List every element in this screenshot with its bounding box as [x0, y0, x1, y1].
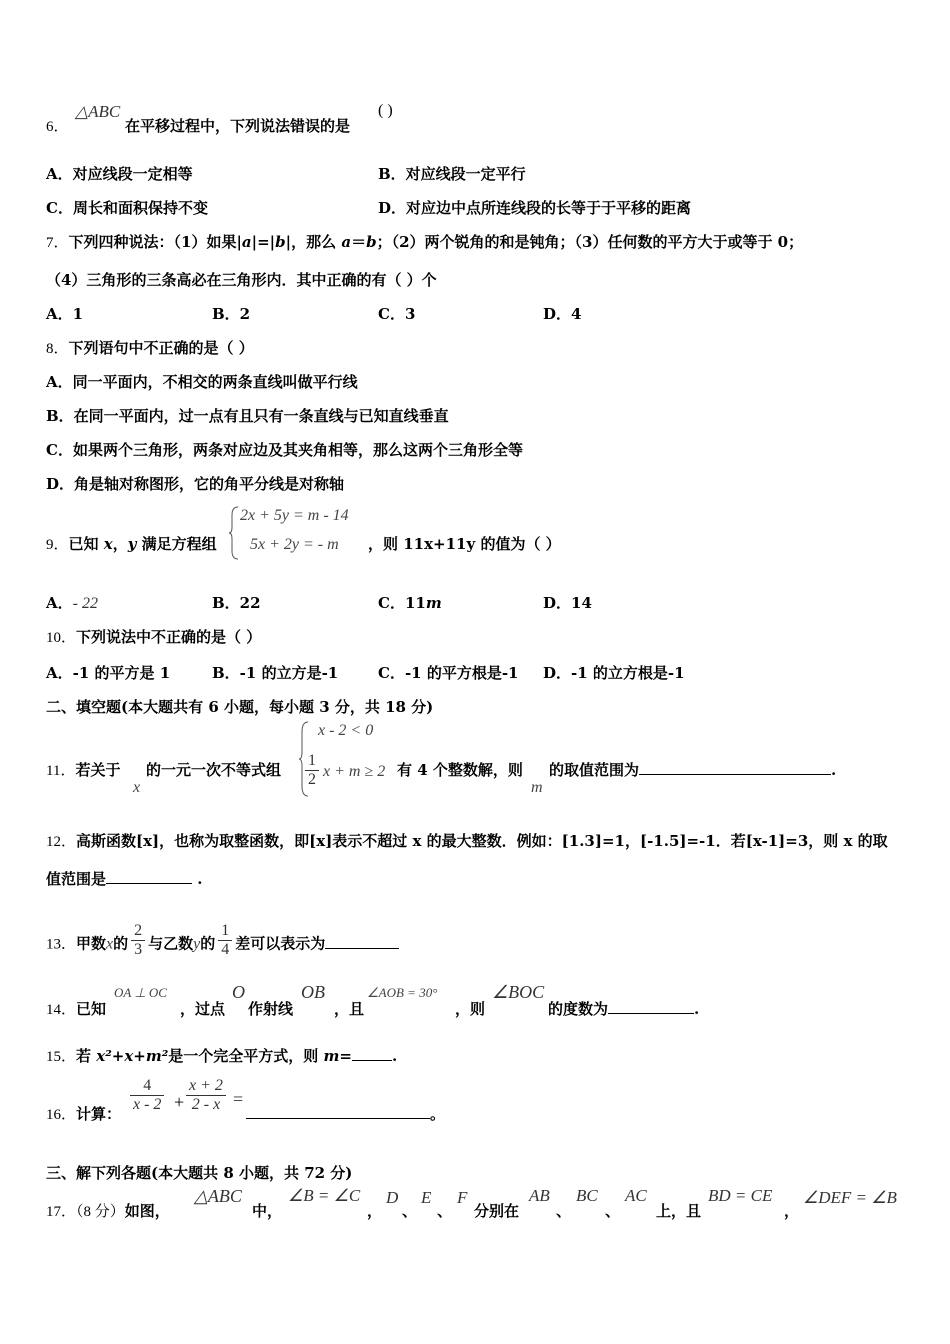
q14-text-f: 的度数为	[548, 1000, 609, 1018]
inequality-1: x - 2 < 0	[318, 722, 374, 739]
section-3-heading: 三、解下列各题(本大题共 8 小题，共 72 分)	[46, 1164, 353, 1182]
end-mark: .	[192, 870, 203, 888]
question-7-line2: （4）三角形的三条高必在三角形内．其中正确的有（ ）个	[46, 271, 437, 289]
fraction-one-half	[305, 752, 319, 789]
option-c	[378, 592, 442, 613]
q11-text-c: 有 4 个整数解，则	[397, 761, 523, 779]
plus-sign: +	[174, 1092, 185, 1112]
question-number: 11．	[46, 763, 76, 779]
segment-bc: BC	[576, 1186, 598, 1205]
q14-text-c: 作射线	[248, 1000, 294, 1018]
q15-text-b: 是一个完全平方式，则	[168, 1047, 324, 1065]
option-a-label: A．	[46, 594, 73, 612]
q11-text-b: 的一元一次不等式组	[146, 761, 282, 779]
q7-text-b: |=|	[251, 233, 276, 251]
question-number: 17．	[46, 1204, 77, 1220]
var-m: m	[531, 779, 543, 796]
q15-text-a: 若	[76, 1047, 97, 1065]
question-10-text: 下列说法中不正确的是（ ）	[76, 628, 262, 646]
inequality-2: x + m ≥ 2	[323, 763, 386, 780]
question-number: 14．	[46, 1002, 77, 1018]
numerator: 1	[308, 752, 316, 769]
expression: x²+x+m²	[96, 1047, 169, 1065]
question-12-line1	[46, 830, 888, 851]
option-c: C．-1 的平方根是-1	[378, 664, 519, 682]
option-b: B．-1 的立方是-1	[212, 664, 339, 682]
question-10	[46, 626, 261, 647]
question-number: 10．	[46, 630, 77, 646]
option-d: D．对应边中点所连线段的长等于于平移的距离	[378, 199, 692, 217]
option-c: C．3	[378, 305, 416, 323]
q7-text-c: |，那么	[285, 233, 342, 251]
var-y: y	[127, 535, 137, 553]
segment-ab: AB	[529, 1186, 550, 1205]
segment-ac: AC	[625, 1186, 647, 1205]
question-12-text: 高斯函数[x]，也称为取整函数，即[x]表示不超过 x 的最大整数．例如：[1.3]=1，[-1.5]=-1．若[x-1]=3，则 x 的取	[76, 832, 888, 850]
section-2-heading: 二、填空题(本大题共有 6 小题，每小题 3 分，共 18 分)	[46, 698, 434, 716]
var-b: b	[275, 233, 286, 251]
q17-text-b: 中，	[252, 1202, 283, 1220]
q7-text-d: ；（2）两个锐角的和是钝角；（3）任何数的平方大于或等于 0；	[376, 233, 804, 251]
question-16-lead	[46, 1103, 121, 1124]
triangle-abc-math: △ABC	[75, 102, 121, 121]
option-a-value: - 22	[72, 595, 98, 612]
sep: 、	[437, 1202, 453, 1220]
denominator: 4	[218, 940, 232, 959]
score: （8 分）	[76, 1204, 125, 1220]
q16-text: 计算：	[76, 1105, 122, 1123]
question-number: 7．	[46, 235, 69, 251]
question-6	[46, 115, 69, 136]
math-oa-perp-oc: OA ⊥ OC	[114, 985, 167, 1000]
q13-text-d: 的	[200, 934, 216, 953]
q9-text-b: 满足方程组	[136, 535, 217, 553]
question-number: 12．	[46, 834, 77, 850]
answer-blank[interactable]	[325, 934, 399, 949]
angle-boc: ∠BOC	[492, 982, 545, 1002]
denominator: 3	[131, 940, 145, 959]
answer-blank[interactable]	[246, 1104, 430, 1119]
question-number: 8．	[46, 341, 69, 357]
question-15	[46, 1045, 397, 1066]
answer-paren: ( )	[378, 102, 393, 119]
q9-text-d: 的值为（ ）	[475, 535, 561, 553]
fraction-one-fourth	[218, 922, 232, 959]
option-b: B．对应线段一定平行	[378, 165, 526, 183]
q13-text-c: 与乙数	[148, 934, 194, 953]
answer-blank[interactable]	[352, 1046, 392, 1061]
q9-text-c: ，则	[368, 535, 404, 553]
question-number: 6．	[46, 119, 69, 135]
q17-text-f: ，	[784, 1202, 800, 1220]
q14-text-a: 已知	[76, 1000, 107, 1018]
equals-sign: ＝	[351, 233, 367, 251]
question-number: 13．	[46, 936, 77, 953]
option-b: B．在同一平面内，过一点有且只有一条直线与已知直线垂直	[46, 407, 449, 425]
q14-text-b: ，过点	[180, 1000, 226, 1018]
var-a: a	[341, 233, 352, 251]
point-e: E	[421, 1188, 432, 1207]
point-o: O	[232, 982, 245, 1002]
equation-1: 2x + 5y = m - 14	[240, 507, 349, 524]
option-d: D．4	[543, 305, 582, 323]
var-x: x	[106, 935, 114, 953]
sep: 、	[605, 1202, 621, 1220]
q17-text-d: 分别在	[474, 1202, 520, 1220]
question-17-lead	[46, 1200, 170, 1221]
option-d: D．-1 的立方根是-1	[543, 664, 685, 682]
ray-ob: OB	[301, 982, 325, 1002]
end-mark: 。	[430, 1105, 446, 1123]
equals-sign: =	[233, 1089, 244, 1109]
numerator: x + 2	[189, 1077, 223, 1094]
q9-text-a: 已知	[68, 535, 104, 553]
bd-eq-ce: BD = CE	[708, 1186, 773, 1205]
q11-text-d: 的取值范围为	[549, 761, 640, 779]
point-d: D	[386, 1188, 399, 1207]
q14-text-f-row	[548, 998, 699, 1019]
q15-text-c: =	[339, 1047, 352, 1065]
question-7-line1	[46, 231, 803, 252]
point-f: F	[457, 1188, 468, 1207]
question-12-line2	[46, 868, 202, 889]
option-b: B．22	[212, 594, 261, 612]
denominator: 2 - x	[186, 1095, 226, 1114]
q13-text-e: 差可以表示为	[235, 934, 326, 953]
q13-text-a: 甲数	[76, 934, 107, 953]
question-6-text: 在平移过程中，下列说法错误的是	[125, 117, 351, 135]
q16-answer-row	[246, 1103, 445, 1124]
answer-blank[interactable]	[639, 760, 831, 775]
fraction-two-thirds	[131, 922, 145, 959]
var-b: b	[366, 233, 377, 251]
var-m: m	[323, 1047, 340, 1065]
var-x: x	[133, 779, 141, 796]
question-12-text-2: 值范围是	[46, 870, 107, 888]
q17-text-e: 上，且	[656, 1202, 702, 1220]
expression: 11x+11y	[403, 535, 476, 553]
q17-text-a: 如图，	[124, 1202, 170, 1220]
angle-aob: ∠AOB = 30°	[367, 985, 438, 1000]
option-a: A．-1 的平方是 1	[46, 664, 171, 682]
option-d: D．角是轴对称图形，它的角平分线是对称轴	[46, 475, 345, 493]
option-c: C．周长和面积保持不变	[46, 199, 208, 217]
end-mark: .	[831, 761, 837, 779]
end-mark: .	[694, 1000, 700, 1018]
angle-def-eq-b: ∠DEF = ∠B	[803, 1188, 897, 1207]
fraction-1	[130, 1077, 164, 1114]
var-a: a	[241, 233, 252, 251]
equation-2: 5x + 2y = - m	[250, 536, 339, 553]
option-a	[46, 592, 98, 613]
option-c: C．如果两个三角形，两条对应边及其夹角相等，那么这两个三角形全等	[46, 441, 523, 459]
question-14-lead	[46, 998, 106, 1019]
numerator: 4	[143, 1077, 152, 1094]
q14-text-e: ，则	[455, 1000, 486, 1018]
answer-blank[interactable]	[106, 869, 192, 884]
question-9-tail	[368, 533, 561, 554]
sep: 、	[556, 1202, 572, 1220]
system-brace-icon	[228, 505, 240, 561]
denominator: x - 2	[130, 1095, 164, 1114]
question-9-lead	[46, 533, 217, 554]
question-11-lead	[46, 759, 120, 780]
option-d: D．14	[543, 594, 592, 612]
question-8-text: 下列语句中不正确的是（ ）	[68, 339, 254, 357]
option-a: A．1	[46, 305, 84, 323]
denominator: 2	[305, 770, 319, 789]
question-number: 16．	[46, 1107, 77, 1123]
question-number: 15．	[46, 1049, 77, 1065]
option-a: A．对应线段一定相等	[46, 165, 193, 183]
sep: 、	[402, 1202, 418, 1220]
angle-b-eq-c: ∠B = ∠C	[288, 1186, 361, 1205]
triangle-abc: △ABC	[194, 1186, 242, 1206]
q7-text-a: 下列四种说法：（1）如果|	[68, 233, 242, 251]
option-c-label: C．11	[378, 594, 426, 612]
q11-text-d-row	[549, 759, 836, 780]
question-8	[46, 337, 254, 358]
q11-text-a: 若关于	[75, 761, 121, 779]
question-number: 9．	[46, 537, 69, 553]
q14-text-d: ，且	[334, 1000, 365, 1018]
var-x: x	[103, 535, 113, 553]
var-y: y	[193, 935, 201, 953]
numerator: 2	[134, 922, 143, 939]
comma: ，	[112, 535, 128, 553]
q17-text-c: ，	[367, 1202, 383, 1220]
end-mark: .	[391, 1047, 398, 1065]
option-b: B．2	[212, 305, 251, 323]
answer-blank[interactable]	[608, 999, 694, 1014]
q13-text-b: 的	[113, 934, 129, 953]
var-m: m	[425, 594, 442, 612]
question-13	[46, 922, 399, 963]
numerator: 1	[221, 922, 230, 939]
fraction-2	[186, 1077, 226, 1114]
option-a: A．同一平面内，不相交的两条直线叫做平行线	[46, 373, 358, 391]
